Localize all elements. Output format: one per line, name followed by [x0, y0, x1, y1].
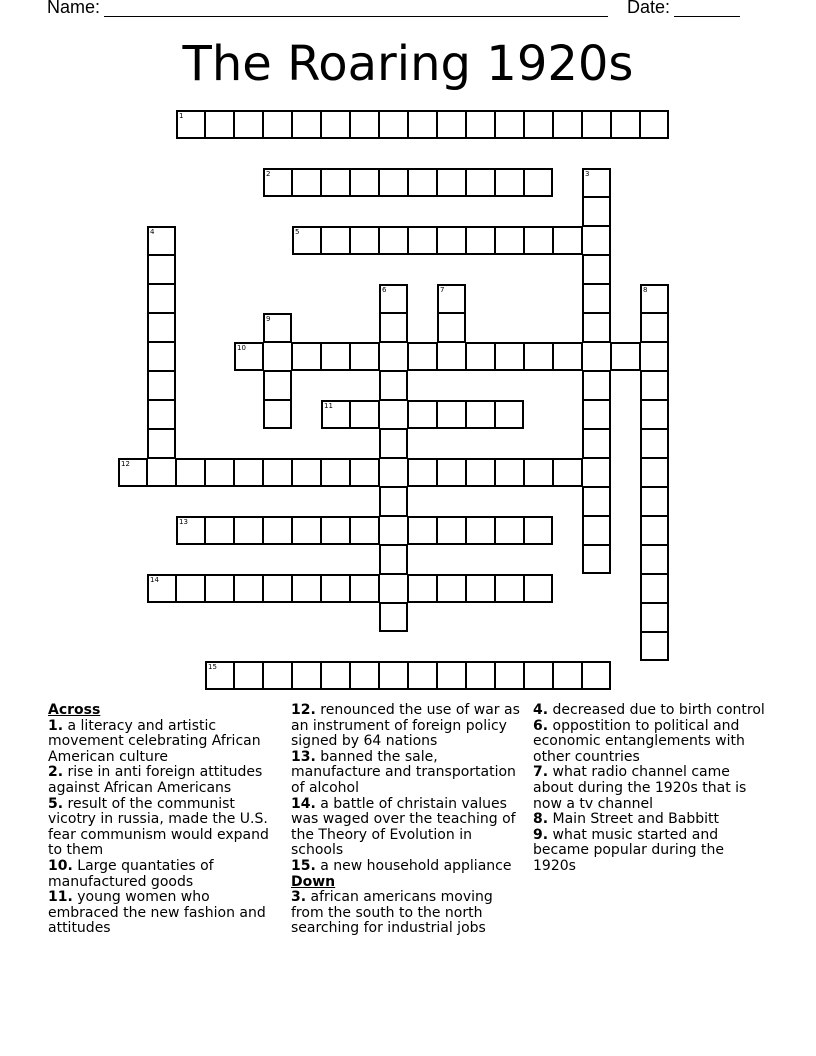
grid-cell[interactable] — [495, 574, 524, 603]
grid-cell[interactable] — [640, 400, 669, 429]
grid-cell[interactable] — [466, 226, 495, 255]
grid-cell[interactable] — [176, 458, 205, 487]
clue-number: 1 — [179, 112, 184, 120]
grid-cell[interactable] — [350, 661, 379, 690]
down-heading: Down — [291, 873, 336, 890]
grid-cell[interactable] — [234, 458, 263, 487]
grid-cell[interactable] — [234, 516, 263, 545]
grid-cell[interactable] — [524, 516, 553, 545]
grid-cell[interactable] — [379, 284, 408, 313]
grid-cell[interactable] — [147, 226, 176, 255]
grid-cell[interactable] — [379, 342, 408, 371]
grid-cell[interactable] — [437, 168, 466, 197]
clue-number: 8 — [643, 286, 648, 294]
clue-number: 11 — [324, 402, 333, 410]
across-heading: Across — [48, 702, 101, 718]
grid-cell[interactable] — [553, 226, 582, 255]
clue-down: 6. oppostition to political and economic entanglements with other countries — [533, 717, 745, 765]
grid-cell[interactable] — [582, 255, 611, 284]
grid-cell[interactable] — [234, 574, 263, 603]
grid-cell[interactable] — [582, 487, 611, 516]
grid-cell[interactable] — [379, 226, 408, 255]
grid-cell[interactable] — [176, 516, 205, 545]
grid-cell[interactable] — [263, 313, 292, 342]
grid-cell[interactable] — [321, 574, 350, 603]
grid-cell[interactable] — [582, 342, 611, 371]
clue-column-3 — [533, 703, 767, 875]
grid-cell[interactable] — [350, 342, 379, 371]
grid-cell[interactable] — [640, 313, 669, 342]
clue-number: 7 — [440, 286, 445, 294]
clue-down: 3. african americans moving from the south to the north searching for industrial jobs — [291, 889, 493, 937]
grid-cell[interactable] — [408, 574, 437, 603]
grid-cell[interactable] — [147, 458, 176, 487]
grid-cell[interactable] — [379, 487, 408, 516]
grid-cell[interactable] — [466, 110, 495, 139]
grid-cell[interactable] — [640, 110, 669, 139]
grid-cell[interactable] — [408, 400, 437, 429]
grid-cell[interactable] — [263, 516, 292, 545]
grid-cell[interactable] — [582, 400, 611, 429]
grid-cell[interactable] — [205, 110, 234, 139]
grid-cell[interactable] — [292, 661, 321, 690]
grid-cell[interactable] — [640, 516, 669, 545]
grid-cell[interactable] — [582, 458, 611, 487]
grid-cell[interactable] — [292, 574, 321, 603]
grid-cell[interactable] — [524, 661, 553, 690]
grid-cell[interactable] — [437, 458, 466, 487]
grid-cell[interactable] — [582, 197, 611, 226]
grid-cell[interactable] — [408, 516, 437, 545]
clue-number: 2 — [266, 170, 271, 178]
grid-cell[interactable] — [379, 458, 408, 487]
grid-cell[interactable] — [379, 110, 408, 139]
grid-cell[interactable] — [611, 110, 640, 139]
grid-cell[interactable] — [350, 168, 379, 197]
grid-cell[interactable] — [379, 168, 408, 197]
clue-down: 7. what radio channel came about during the 1920s that is now a tv channel — [533, 764, 747, 812]
grid-cell[interactable] — [495, 400, 524, 429]
grid-cell[interactable] — [147, 429, 176, 458]
clue-number: 12 — [121, 460, 130, 468]
grid-cell[interactable] — [147, 371, 176, 400]
grid-cell[interactable] — [379, 545, 408, 574]
grid-cell[interactable] — [408, 226, 437, 255]
grid-cell[interactable] — [466, 458, 495, 487]
grid-cell[interactable] — [408, 110, 437, 139]
grid-cell[interactable] — [147, 342, 176, 371]
clue-down: 4. decreased due to birth control — [533, 702, 765, 718]
grid-cell[interactable] — [263, 371, 292, 400]
grid-cell[interactable] — [524, 226, 553, 255]
grid-cell[interactable] — [350, 110, 379, 139]
grid-cell[interactable] — [524, 110, 553, 139]
grid-cell[interactable] — [495, 342, 524, 371]
grid-cell[interactable] — [524, 168, 553, 197]
grid-cell[interactable] — [582, 661, 611, 690]
grid-cell[interactable] — [495, 458, 524, 487]
grid-cell[interactable] — [437, 516, 466, 545]
grid-cell[interactable] — [205, 516, 234, 545]
clue-number: 13 — [179, 518, 188, 526]
grid-cell[interactable] — [640, 574, 669, 603]
clue-number: 5 — [295, 228, 300, 236]
grid-cell[interactable] — [350, 458, 379, 487]
grid-cell[interactable] — [437, 400, 466, 429]
grid-cell[interactable] — [582, 168, 611, 197]
grid-cell[interactable] — [437, 110, 466, 139]
grid-cell[interactable] — [321, 168, 350, 197]
clue-across: 12. renounced the use of war as an instrument of foreign policy signed by 64 nations — [291, 702, 520, 750]
grid-cell[interactable] — [524, 458, 553, 487]
grid-cell[interactable] — [582, 110, 611, 139]
clue-number: 3 — [585, 170, 590, 178]
grid-cell[interactable] — [205, 661, 234, 690]
grid-cell[interactable] — [292, 168, 321, 197]
grid-cell[interactable] — [408, 458, 437, 487]
grid-cell[interactable] — [437, 661, 466, 690]
clue-down: 8. Main Street and Babbitt — [533, 811, 719, 828]
grid-cell[interactable] — [263, 168, 292, 197]
grid-cell[interactable] — [553, 661, 582, 690]
grid-cell[interactable] — [582, 371, 611, 400]
grid-cell[interactable] — [640, 487, 669, 516]
grid-cell[interactable] — [495, 516, 524, 545]
grid-cell[interactable] — [379, 371, 408, 400]
grid-cell[interactable] — [408, 342, 437, 371]
grid-cell[interactable] — [263, 342, 292, 371]
grid-cell[interactable] — [350, 516, 379, 545]
grid-cell[interactable] — [321, 661, 350, 690]
name-label: Name: — [47, 0, 101, 17]
grid-cell[interactable] — [437, 342, 466, 371]
clue-number: 9 — [266, 315, 271, 323]
grid-cell[interactable] — [321, 516, 350, 545]
grid-cell[interactable] — [263, 458, 292, 487]
grid-cell[interactable] — [582, 545, 611, 574]
grid-cell[interactable] — [640, 458, 669, 487]
grid-cell[interactable] — [466, 342, 495, 371]
grid-cell[interactable] — [495, 661, 524, 690]
grid-cell[interactable] — [350, 574, 379, 603]
clue-across: 10. Large quantaties of manufactured goods — [48, 857, 214, 890]
grid-cell[interactable] — [640, 545, 669, 574]
grid-cell[interactable] — [640, 371, 669, 400]
grid-cell[interactable] — [495, 110, 524, 139]
grid-cell[interactable] — [495, 226, 524, 255]
clue-across: 14. a battle of christain values was waged over the teaching of the Theory of Evolution in schools — [291, 795, 516, 859]
grid-cell[interactable] — [263, 110, 292, 139]
grid-cell[interactable] — [321, 400, 350, 429]
clue-number: 15 — [208, 663, 217, 671]
grid-cell[interactable] — [582, 516, 611, 545]
clue-number: 6 — [382, 286, 387, 294]
grid-cell[interactable] — [437, 313, 466, 342]
grid-cell[interactable] — [176, 110, 205, 139]
grid-cell[interactable] — [379, 603, 408, 632]
grid-cell[interactable] — [118, 458, 147, 487]
grid-cell[interactable] — [176, 574, 205, 603]
clue-across: 5. result of the communist vicotry in russia, made the U.S. fear communism would expand to them — [48, 795, 269, 859]
grid-cell[interactable] — [640, 342, 669, 371]
grid-cell[interactable] — [350, 226, 379, 255]
grid-cell[interactable] — [495, 168, 524, 197]
name-field[interactable] — [104, 16, 608, 17]
grid-cell[interactable] — [582, 226, 611, 255]
grid-cell[interactable] — [466, 516, 495, 545]
grid-cell[interactable] — [205, 574, 234, 603]
grid-cell[interactable] — [437, 226, 466, 255]
grid-cell[interactable] — [466, 661, 495, 690]
grid-cell[interactable] — [553, 342, 582, 371]
date-field[interactable] — [674, 16, 740, 17]
grid-cell[interactable] — [466, 168, 495, 197]
grid-cell[interactable] — [147, 574, 176, 603]
grid-cell[interactable] — [379, 429, 408, 458]
grid-cell[interactable] — [263, 661, 292, 690]
clue-across: 1. a literacy and artistic movement celebrating African American culture — [48, 717, 261, 765]
clue-number: 14 — [150, 576, 159, 584]
clue-number: 4 — [150, 228, 155, 236]
grid-cell[interactable] — [466, 400, 495, 429]
clue-across: 2. rise in anti foreign attitudes against African Americans — [48, 764, 263, 796]
grid-cell[interactable] — [147, 255, 176, 284]
grid-cell[interactable] — [611, 342, 640, 371]
grid-cell[interactable] — [524, 342, 553, 371]
grid-cell[interactable] — [292, 516, 321, 545]
grid-cell[interactable] — [263, 400, 292, 429]
grid-cell[interactable] — [147, 284, 176, 313]
clue-column-2 — [291, 703, 525, 937]
grid-cell[interactable] — [234, 661, 263, 690]
grid-cell[interactable] — [553, 458, 582, 487]
grid-cell[interactable] — [321, 458, 350, 487]
grid-cell[interactable] — [292, 110, 321, 139]
grid-cell[interactable] — [582, 429, 611, 458]
grid-cell[interactable] — [640, 429, 669, 458]
grid-cell[interactable] — [408, 661, 437, 690]
grid-cell[interactable] — [321, 226, 350, 255]
grid-cell[interactable] — [234, 110, 263, 139]
grid-cell[interactable] — [437, 284, 466, 313]
grid-cell[interactable] — [350, 400, 379, 429]
grid-cell[interactable] — [147, 313, 176, 342]
grid-cell[interactable] — [292, 458, 321, 487]
grid-cell[interactable] — [292, 226, 321, 255]
grid-cell[interactable] — [466, 574, 495, 603]
grid-cell[interactable] — [234, 342, 263, 371]
page-title: The Roaring 1920s — [182, 36, 634, 92]
grid-cell[interactable] — [205, 458, 234, 487]
grid-cell[interactable] — [263, 574, 292, 603]
grid-cell[interactable] — [379, 313, 408, 342]
grid-cell[interactable] — [582, 313, 611, 342]
grid-cell[interactable] — [640, 603, 669, 632]
clue-column-1 — [48, 703, 282, 937]
grid-cell[interactable] — [321, 342, 350, 371]
grid-cell[interactable] — [292, 342, 321, 371]
grid-cell[interactable] — [321, 110, 350, 139]
grid-cell[interactable] — [524, 574, 553, 603]
grid-cell[interactable] — [147, 400, 176, 429]
grid-cell[interactable] — [379, 516, 408, 545]
grid-cell[interactable] — [408, 168, 437, 197]
clue-across: 13. banned the sale, manufacture and transportation of alcohol — [291, 748, 516, 796]
grid-cell[interactable] — [379, 661, 408, 690]
clue-down: 9. what music started and became popular during the 1920s — [533, 826, 724, 874]
grid-cell[interactable] — [640, 632, 669, 661]
clue-across: 15. a new household appliance — [291, 857, 512, 874]
grid-cell[interactable] — [582, 284, 611, 313]
date-label: Date: — [627, 0, 671, 17]
grid-cell[interactable] — [379, 574, 408, 603]
grid-cell[interactable] — [553, 110, 582, 139]
grid-cell[interactable] — [379, 400, 408, 429]
grid-cell[interactable] — [640, 284, 669, 313]
clue-number: 10 — [237, 344, 246, 352]
grid-cell[interactable] — [437, 574, 466, 603]
clue-across: 11. young women who embraced the new fashion and attitudes — [48, 889, 266, 937]
